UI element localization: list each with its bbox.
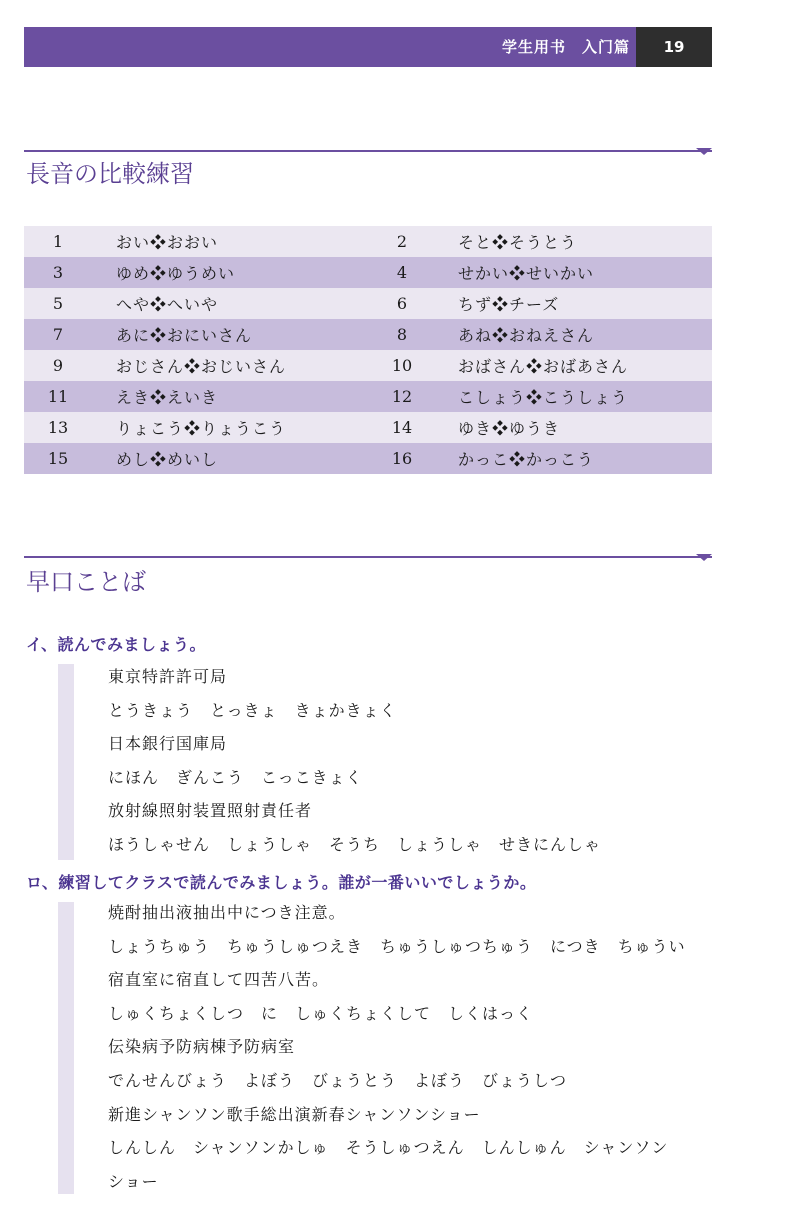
practice-line: ショー — [108, 1171, 159, 1191]
practice-line: にほん ぎんこう こっこきょく — [108, 767, 363, 787]
practice-line: 伝染病予防病棟予防病室 — [108, 1037, 296, 1057]
side-bar — [58, 664, 74, 860]
item-number: 6 — [396, 294, 408, 313]
item-number: 2 — [396, 232, 408, 251]
exercise-heading-b: ロ、練習してクラスで読んでみましょう。誰が一番いいでしょうか。 — [26, 873, 537, 892]
word-pair: ちず❖チーズ — [458, 295, 560, 314]
side-bar — [58, 902, 74, 1194]
exercise-a-lines — [108, 660, 601, 862]
item-number: 16 — [391, 449, 413, 468]
word-pair: そと❖そうとう — [458, 233, 578, 252]
item-number: 12 — [391, 387, 413, 406]
word-pair: こしょう❖こうしょう — [458, 388, 629, 407]
rule-arrow-icon — [696, 554, 712, 561]
item-number: 7 — [52, 325, 64, 344]
table-row — [24, 381, 712, 412]
word-pair: ゆき❖ゆうき — [458, 419, 561, 438]
practice-line: しんしん シャンソンかしゅ そうしゅつえん しんしゅん シャンソン — [108, 1138, 669, 1158]
item-number: 1 — [52, 232, 64, 251]
word-pair: えき❖えいき — [116, 388, 219, 407]
word-pair: あに❖おにいさん — [116, 326, 253, 345]
table-row — [24, 288, 712, 319]
word-pair: おばさん❖おばあさん — [458, 357, 629, 376]
item-number: 8 — [396, 325, 408, 344]
word-pair: りょこう❖りょうこう — [116, 419, 287, 438]
practice-line: でんせんびょう よぼう びょうとう よぼう びょうしつ — [108, 1070, 568, 1090]
exercise-b-lines — [108, 896, 686, 1198]
comparison-table — [24, 226, 712, 474]
practice-line: 新進シャンソン歌手総出演新春シャンソンショー — [108, 1104, 481, 1124]
word-pair: ゆめ❖ゆうめい — [116, 264, 236, 283]
table-row — [24, 350, 712, 381]
section-title-tongue-twisters: 早口ことば — [26, 568, 146, 596]
item-number: 3 — [52, 263, 64, 282]
word-pair: かっこ❖かっこう — [458, 450, 595, 469]
section-rule — [24, 150, 712, 152]
word-pair: あね❖おねえさん — [458, 326, 595, 345]
table-row — [24, 443, 712, 474]
section-rule — [24, 556, 712, 558]
word-pair: せかい❖せいかい — [458, 264, 595, 283]
section-title-long-vowel: 長音の比較練習 — [26, 160, 194, 188]
table-row — [24, 226, 712, 257]
word-pair: へや❖へいや — [116, 295, 219, 314]
book-title: 学生用书 入门篇 — [501, 38, 630, 56]
item-number: 15 — [47, 449, 69, 468]
word-pair: めし❖めいし — [116, 450, 219, 469]
practice-line: しゅくちょくしつ に しゅくちょくして しくはっく — [108, 1003, 534, 1023]
exercise-heading-a: イ、読んでみましょう。 — [26, 635, 207, 654]
practice-line: 宿直室に宿直して四苦八苦。 — [108, 970, 330, 990]
practice-line: 放射線照射装置照射責任者 — [108, 801, 313, 821]
practice-line: 東京特許許可局 — [108, 667, 228, 686]
table-row — [24, 257, 712, 288]
practice-line: 焼酎抽出液抽出中につき注意。 — [108, 903, 346, 922]
practice-line: ほうしゃせん しょうしゃ そうち しょうしゃ せきにんしゃ — [108, 834, 602, 854]
item-number: 4 — [396, 263, 408, 282]
item-number: 13 — [47, 418, 69, 437]
word-pair: おじさん❖おじいさん — [116, 357, 287, 376]
rule-arrow-icon — [696, 148, 712, 155]
item-number: 11 — [47, 387, 69, 406]
item-number: 10 — [391, 356, 413, 375]
table-row — [24, 412, 712, 443]
page-number: 19 — [636, 27, 712, 67]
item-number: 5 — [52, 294, 64, 313]
practice-line: しょうちゅう ちゅうしゅつえき ちゅうしゅつちゅう につき ちゅうい — [108, 936, 686, 956]
item-number: 9 — [52, 356, 64, 375]
practice-line: 日本銀行国庫局 — [108, 734, 228, 754]
item-number: 14 — [391, 418, 413, 437]
word-pair: おい❖おおい — [116, 233, 219, 252]
table-row — [24, 319, 712, 350]
practice-line: とうきょう とっきょ きょかきょく — [108, 700, 397, 720]
